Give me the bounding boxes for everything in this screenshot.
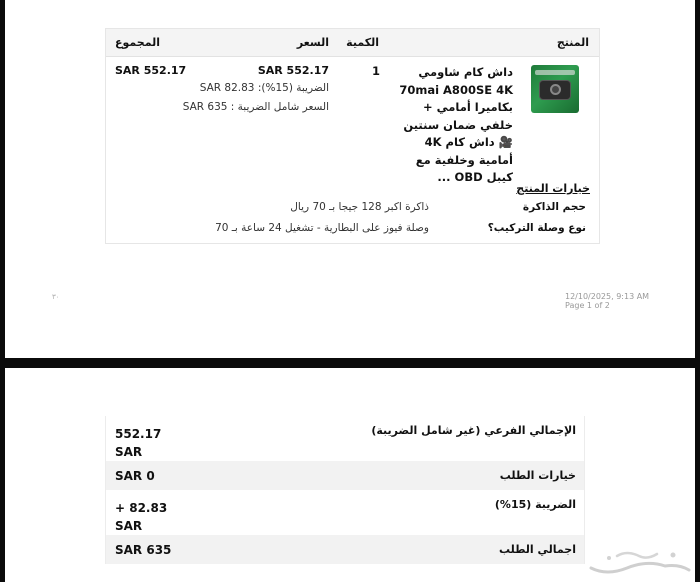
table-header: [106, 29, 599, 57]
option-value-mount: وصلة فيوز على البطارية - تشغيل 24 ساعة بـ 70: [215, 222, 429, 234]
subtotal-value: 552.17 SAR: [115, 427, 162, 459]
item-tax-line: الضريبة (15%): SAR 82.83: [199, 82, 329, 94]
item-total: SAR 552.17: [115, 64, 187, 77]
item-price: SAR 552.17: [257, 64, 329, 77]
order-options-value: SAR 0: [115, 469, 155, 483]
tax-label: الضريبة (15%): [494, 498, 576, 511]
option-value-memory: ذاكرة اكبر 128 جيجا بـ 70 ريال: [290, 201, 429, 213]
header-total: المجموع: [115, 36, 160, 49]
haraj-watermark-logo: [587, 546, 693, 580]
product-options-title: خيارات المنتج: [516, 182, 590, 195]
order-options-label: خيارات الطلب: [499, 469, 576, 482]
summary-row-order-options: [106, 461, 584, 490]
header-price: السعر: [296, 36, 329, 49]
product-name: داش كام شاومي 70mai A800SE 4K بكاميرا أمامي + خلفي ضمان سنتين 🎥 داش كام 4K أمامية وخلفية مع كيبل OBD ...: [399, 65, 513, 184]
order-summary-table: [105, 416, 585, 564]
tax-value: + 82.83 SAR: [115, 501, 168, 533]
print-footer: [565, 292, 649, 310]
invoice-page-1: [5, 0, 695, 358]
option-label-mount: نوع وصلة التركيب؟: [487, 222, 586, 234]
item-quantity: 1: [371, 64, 380, 78]
page-number: Page 1 of 2: [565, 301, 610, 310]
subtotal-label: الإجمالي الفرعي (غير شامل الضريبة): [371, 424, 576, 437]
order-total-label: اجمالي الطلب: [498, 543, 576, 556]
summary-row-subtotal: [106, 416, 584, 461]
summary-row-order-total: [106, 535, 584, 564]
option-label-memory: حجم الذاكرة: [522, 201, 586, 213]
summary-row-tax: [106, 490, 584, 535]
invoice-page-2: [5, 368, 695, 582]
print-datetime: 12/10/2025, 9:13 AM: [565, 292, 650, 301]
footer-mark: ٣٠: [52, 293, 60, 301]
header-product: المنتج: [556, 36, 589, 49]
order-total-value: SAR 635: [115, 543, 172, 557]
product-thumbnail: [531, 65, 579, 113]
header-quantity: الكمية: [346, 36, 379, 49]
item-price-incl-tax: السعر شامل الضريبة : SAR 635: [182, 101, 329, 113]
order-items-table: [105, 28, 600, 244]
